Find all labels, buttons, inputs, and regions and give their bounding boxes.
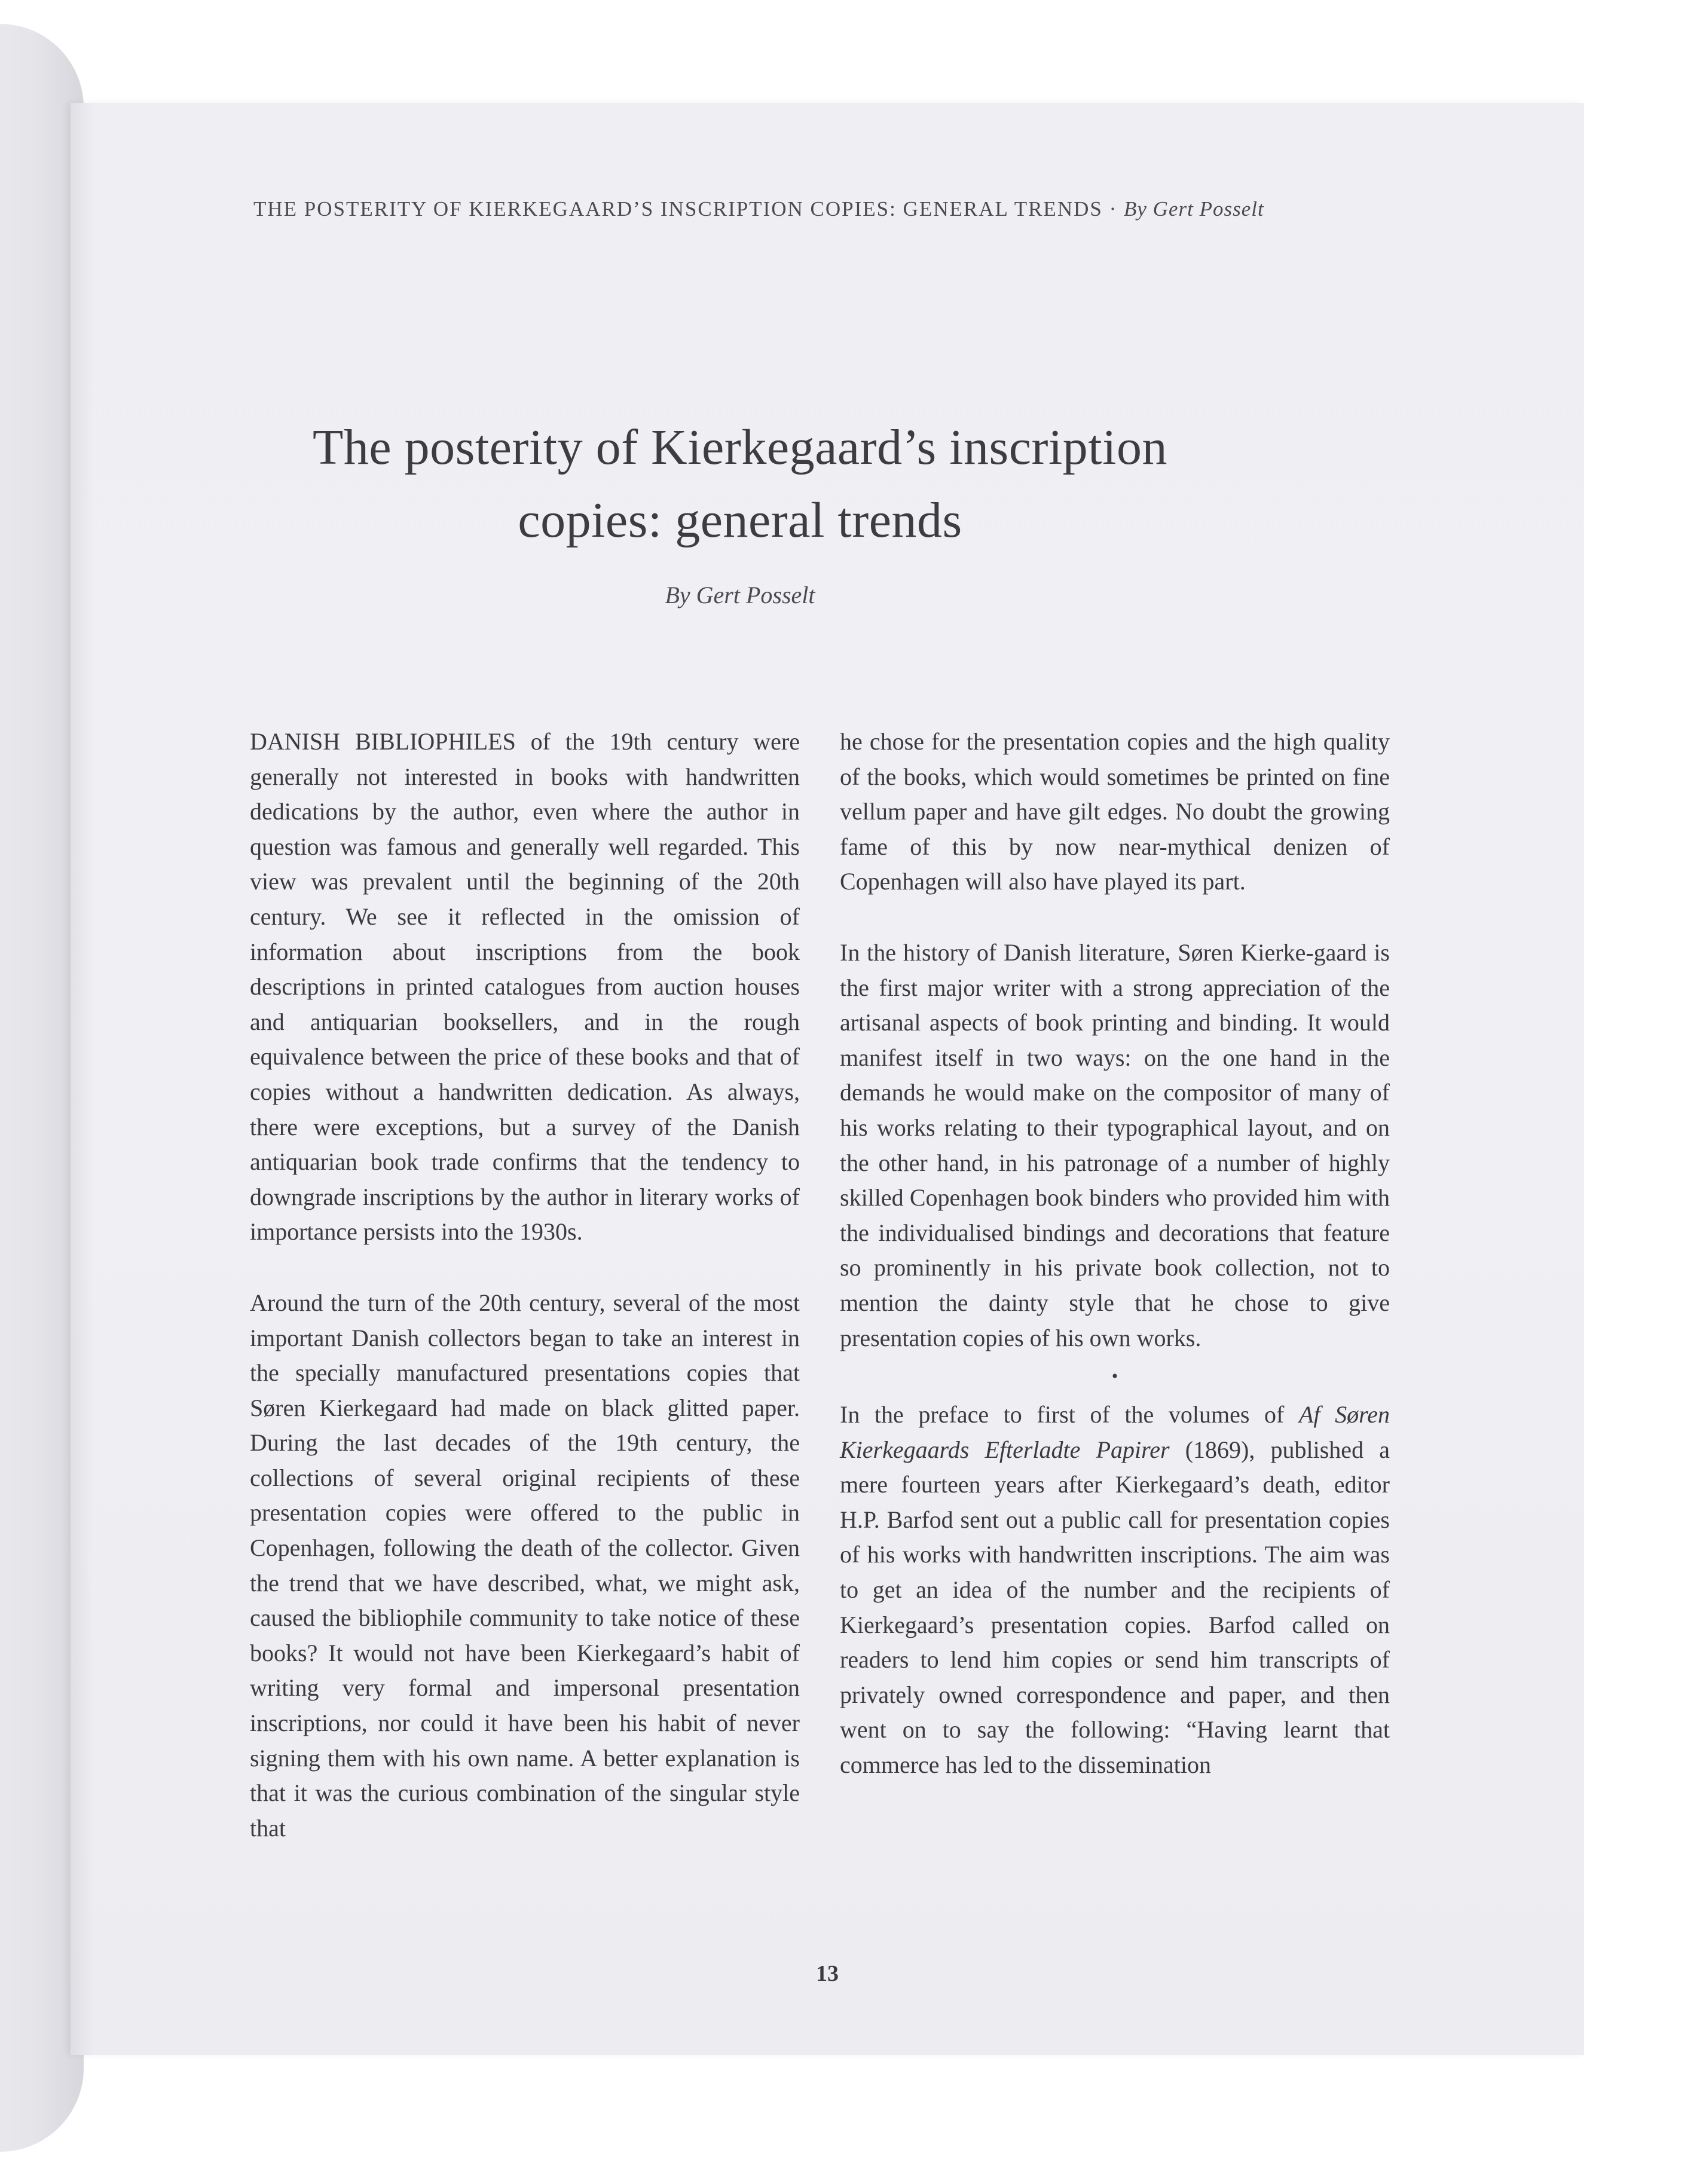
article-byline: By Gert Posselt [665, 582, 815, 608]
paragraph-text: of the 19th century were generally not interested in books with handwritten dedications by the author, even where the author in question was famous and generally well regarded. This view was prevalent until the beginning of the 20th century. We see it reflected in the omission of information about inscriptions from the book descriptions in printed catalogues from auction houses and antiquarian booksellers, and in the rough equivalence between the price of these books and that of copies without a handwritten dedication. As always, there were exceptions, but a survey of the Danish antiquarian book trade confirms that the tendency to downgrade inscriptions by the author in literary works of importance persists into the 1930s. [250, 728, 800, 1246]
paragraph: he chose for the presentation copies and the high quality of the books, which would sometimes be printed on fine vellum paper and have gilt edges. No doubt the growing fame of this by now near-mythical denizen of Copenhagen will also have played its part. [840, 728, 1390, 895]
book-title-italic: Af Søren Kierkegaards Efterladte Papirer [840, 1401, 1390, 1463]
running-head-byline: By Gert Posselt [1124, 197, 1264, 221]
page-gutter-shadow [71, 103, 94, 2055]
running-head-separator: · [1102, 197, 1124, 221]
page-number: 13 [816, 1961, 839, 1986]
running-head [253, 197, 1449, 221]
paragraph [840, 1397, 1390, 1783]
paragraph: In the history of Danish literature, Søren Kierke-gaard is the first major writer with a strong appreciation of the artisanal aspects of book printing and binding. It would manifest itself in two ways: on the one hand in the demands he would make on the compositor of many of his works relating to their typographical layout, and on the other hand, in his patronage of a number of highly skilled Copenhagen book binders who provided him with the individualised bindings and decorations that feature so prominently in his private book collection, not to mention the dainty style that he chose to give presentation copies of his own works. [840, 938, 1390, 1351]
article-title [166, 411, 1314, 557]
article-title-line-1: The posterity of Kierkegaard’s inscription [313, 420, 1167, 475]
right-text-column [840, 724, 1390, 1783]
paragraph-text: In the preface to first of the volumes of [840, 1401, 1299, 1429]
left-text-column [250, 724, 800, 1846]
lead-in-caps: DANISH BIBLIOPHILES [250, 728, 516, 755]
running-head-title: THE POSTERITY OF KIERKEGAARD’S INSCRIPTION COPIES: GENERAL TRENDS [253, 197, 1103, 221]
paragraph-text: (1869), published a mere fourteen years after Kierkegaard’s death, editor H.P. Barfod sent out a public call for presentation copies of his works with handwritten inscriptions. The aim was to get an idea of the number and the recipients of Kierkegaard’s presentation copies. Barfod called on readers to lend him copies or send him transcripts of privately owned correspondence and paper, and then went on to say the following: “Having learnt that commerce has led to the dissemination [840, 1436, 1390, 1779]
section-ornament: • [1111, 1366, 1118, 1387]
book-page [71, 103, 1584, 2055]
paragraph [250, 724, 800, 1250]
article-title-line-2: copies: general trends [518, 493, 962, 548]
paragraph: Around the turn of the 20th century, several of the most important Danish collectors began to take an interest in the specially manufactured presentations copies that Søren Kierkegaard had made on black glitted paper. During the last decades of the 19th century, the collections of several original recipients of these presentation copies were offered to the public in Copenhagen, following the death of the collector. Given the trend that we have described, what, we might ask, caused the bibliophile community to take notice of these books? It would not have been Kierkegaard’s habit of writing very formal and impersonal presentation inscriptions, nor could it have been his habit of never signing them with his own name. A better explanation is that it was the curious combination of the singular style that [250, 1289, 800, 1842]
